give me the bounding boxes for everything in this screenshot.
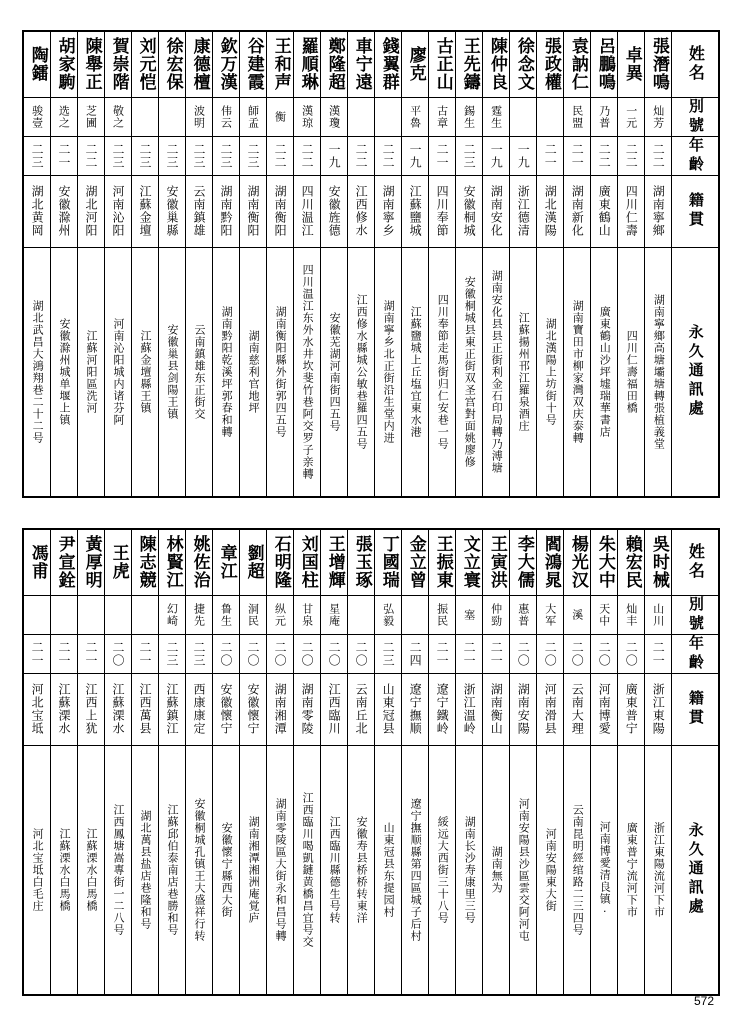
cell-native: 安徽懷宁 xyxy=(212,673,239,745)
cell-age: 二一 xyxy=(563,136,590,175)
cell-address: 遼宁撫顺縣第四區城子后村 xyxy=(401,745,428,995)
cell-alias xyxy=(77,595,104,634)
cell-native: 安徽懷宁 xyxy=(239,673,266,745)
table-gap xyxy=(22,498,720,512)
cell-name: 馮甫 xyxy=(23,529,50,595)
cell-native: 湖南安化 xyxy=(482,175,509,247)
cell-native: 湖南衡阳 xyxy=(266,175,293,247)
cell-name: 張潛鳴 xyxy=(644,31,671,97)
cell-name: 刘元恺 xyxy=(131,31,158,97)
page-number: 572 xyxy=(693,994,714,1008)
roster-table-upper xyxy=(22,30,720,498)
cell-address: 山東冠县东提园村 xyxy=(374,745,401,995)
cell-native: 浙江德清 xyxy=(509,175,536,247)
cell-native: 湖北黄岡 xyxy=(23,175,50,247)
header-name: 姓名 xyxy=(672,529,720,595)
cell-address: 安徽桐城孔镇王大盛祥行转 xyxy=(185,745,212,995)
cell-address: 江蘇河阳區洗河 xyxy=(77,247,104,497)
cell-name: 王和声 xyxy=(266,31,293,97)
cell-native: 江蘇鹽城 xyxy=(401,175,428,247)
cell-name: 劉超 xyxy=(239,529,266,595)
cell-native: 安徽滁州 xyxy=(50,175,77,247)
cell-age: 二〇 xyxy=(320,634,347,673)
cell-name: 李大儒 xyxy=(509,529,536,595)
cell-alias: 平魯 xyxy=(401,97,428,136)
cell-address: 安徽滁州城单堰上镇 xyxy=(50,247,77,497)
cell-name: 古正山 xyxy=(428,31,455,97)
cell-alias: 衡 xyxy=(266,97,293,136)
cell-alias: 乃普 xyxy=(590,97,617,136)
cell-address: 云南昆明經绾路二三四号 xyxy=(563,745,590,995)
cell-name: 陳志競 xyxy=(131,529,158,595)
header-name: 姓名 xyxy=(672,31,720,97)
cell-name: 尹宣銓 xyxy=(50,529,77,595)
cell-address: 江蘇溧水白馬橋 xyxy=(77,745,104,995)
cell-name: 徐宏保 xyxy=(158,31,185,97)
cell-native: 遼宁撫顺 xyxy=(401,673,428,745)
cell-age: 二〇 xyxy=(617,634,644,673)
cell-name: 陳舉正 xyxy=(77,31,104,97)
cell-native: 江蘇溧水 xyxy=(50,673,77,745)
cell-age: 二一 xyxy=(50,634,77,673)
cell-name: 呂鵬鳴 xyxy=(590,31,617,97)
cell-name: 王增輝 xyxy=(320,529,347,595)
cell-address: 河南沁阳城内诸芬阿 xyxy=(104,247,131,497)
cell-name: 張玉琢 xyxy=(347,529,374,595)
cell-age: 二〇 xyxy=(563,634,590,673)
cell-native: 安徽桐城 xyxy=(455,175,482,247)
cell-native: 云南丘北 xyxy=(347,673,374,745)
cell-age: 二〇 xyxy=(293,634,320,673)
cell-native: 河南滑县 xyxy=(536,673,563,745)
cell-address: 安徽懷宁縣西大街 xyxy=(212,745,239,995)
cell-age: 二三 xyxy=(23,136,50,175)
cell-native: 湖南安陽 xyxy=(509,673,536,745)
cell-native: 江西上犹 xyxy=(77,673,104,745)
cell-alias xyxy=(23,595,50,634)
row-name xyxy=(23,31,719,97)
cell-name: 袁訥仁 xyxy=(563,31,590,97)
row-native-place xyxy=(23,673,719,745)
cell-name: 文立寰 xyxy=(455,529,482,595)
cell-alias xyxy=(536,97,563,136)
cell-age: 二二 xyxy=(644,136,671,175)
cell-alias: 溪 xyxy=(563,595,590,634)
cell-name: 卓異 xyxy=(617,31,644,97)
header-age: 年齡 xyxy=(672,634,720,673)
row-alias xyxy=(23,97,719,136)
cell-address: 河南安陽县沙區雲交阿河屯 xyxy=(509,745,536,995)
cell-native: 江西修水 xyxy=(347,175,374,247)
cell-name: 金立曾 xyxy=(401,529,428,595)
cell-alias: 灿芳 xyxy=(644,97,671,136)
cell-name: 張政權 xyxy=(536,31,563,97)
cell-age: 一九 xyxy=(401,136,428,175)
cell-alias: 古章 xyxy=(428,97,455,136)
cell-name: 王虎 xyxy=(104,529,131,595)
cell-name: 羅順琳 xyxy=(293,31,320,97)
cell-native: 江西萬县 xyxy=(131,673,158,745)
cell-native: 山東冠县 xyxy=(374,673,401,745)
cell-alias: 选之 xyxy=(50,97,77,136)
cell-native: 湖南衡阳 xyxy=(239,175,266,247)
cell-age: 二一 xyxy=(644,634,671,673)
cell-address: 四川奉節走馬街归仁安巷一号 xyxy=(428,247,455,497)
cell-alias: 塞 xyxy=(455,595,482,634)
cell-name: 石明隆 xyxy=(266,529,293,595)
cell-alias: 弘毅 xyxy=(374,595,401,634)
cell-address: 江西臨川縣德生号转 xyxy=(320,745,347,995)
cell-name: 廖克 xyxy=(401,31,428,97)
header-address: 永久通訊處 xyxy=(672,745,720,995)
cell-alias xyxy=(158,97,185,136)
cell-alias: 仲勁 xyxy=(482,595,509,634)
cell-native: 湖南寧鄉 xyxy=(644,175,671,247)
cell-age: 一九 xyxy=(320,136,347,175)
header-address: 永久通訊處 xyxy=(672,247,720,497)
cell-age: 二二 xyxy=(347,136,374,175)
cell-alias xyxy=(374,97,401,136)
cell-alias: 波明 xyxy=(185,97,212,136)
cell-age: 二四 xyxy=(401,634,428,673)
cell-alias: 山川 xyxy=(644,595,671,634)
cell-alias: 漢琼 xyxy=(293,97,320,136)
cell-address: 綏远大西街三十八号 xyxy=(428,745,455,995)
cell-address: 湖南寧鄉高塘壩塘轉張植義堂 xyxy=(644,247,671,497)
cell-alias: 一元 xyxy=(617,97,644,136)
cell-age: 二一 xyxy=(428,634,455,673)
row-age xyxy=(23,136,719,175)
cell-alias xyxy=(50,595,77,634)
cell-age: 二三 xyxy=(455,136,482,175)
cell-address: 湖南寧乡北正街沿生堂内进 xyxy=(374,247,401,497)
cell-alias: 甘泉 xyxy=(293,595,320,634)
cell-age: 二一 xyxy=(536,136,563,175)
row-native-place xyxy=(23,175,719,247)
cell-native: 西康康定 xyxy=(185,673,212,745)
cell-age: 二〇 xyxy=(509,634,536,673)
cell-name: 胡家駒 xyxy=(50,31,77,97)
cell-alias: 漢瓊 xyxy=(320,97,347,136)
cell-address: 江蘇鹽城上丘塩宜東水港 xyxy=(401,247,428,497)
cell-alias: 錫生 xyxy=(455,97,482,136)
cell-alias: 纵元 xyxy=(266,595,293,634)
cell-address: 湖南衡阳縣外街郭四五号 xyxy=(266,247,293,497)
cell-age: 二一 xyxy=(428,136,455,175)
cell-name: 刘国柱 xyxy=(293,529,320,595)
cell-age: 二二 xyxy=(374,136,401,175)
cell-native: 湖南衡山 xyxy=(482,673,509,745)
cell-age: 二三 xyxy=(374,634,401,673)
cell-native: 河北宝坻 xyxy=(23,673,50,745)
cell-age: 二三 xyxy=(185,634,212,673)
cell-age: 二一 xyxy=(131,634,158,673)
cell-name: 錢翼群 xyxy=(374,31,401,97)
cell-alias xyxy=(509,97,536,136)
cell-address: 湖南無为 xyxy=(482,745,509,995)
cell-name: 康德檀 xyxy=(185,31,212,97)
cell-age: 二〇 xyxy=(212,634,239,673)
cell-alias: 敬之 xyxy=(104,97,131,136)
cell-native: 四川奉節 xyxy=(428,175,455,247)
cell-address: 湖南长沙寿康里三号 xyxy=(455,745,482,995)
cell-name: 王寅洪 xyxy=(482,529,509,595)
cell-native: 湖南黔阳 xyxy=(212,175,239,247)
cell-address: 湖南黔阳乾溪坪郭春和轉 xyxy=(212,247,239,497)
cell-native: 江蘇溧水 xyxy=(104,673,131,745)
cell-address: 云南鎮雄东正街交 xyxy=(185,247,212,497)
cell-alias: 伟云 xyxy=(212,97,239,136)
cell-alias: 大军 xyxy=(536,595,563,634)
cell-alias: 師孟 xyxy=(239,97,266,136)
cell-address: 安徽桐城县東正街双圣宫對面姚廖修 xyxy=(455,247,482,497)
cell-age: 一九 xyxy=(509,136,536,175)
cell-address: 江西修水縣城公敏巷羅四五号 xyxy=(347,247,374,497)
cell-address: 河南安陽東大街 xyxy=(536,745,563,995)
cell-address: 浙江東陽流河下市 xyxy=(644,745,671,995)
cell-alias: 星庵 xyxy=(320,595,347,634)
cell-age: 二〇 xyxy=(239,634,266,673)
cell-address: 江蘇揚州邗江羅泉酒庄 xyxy=(509,247,536,497)
cell-alias xyxy=(131,595,158,634)
cell-native: 湖北漢陽 xyxy=(536,175,563,247)
row-age xyxy=(23,634,719,673)
cell-age: 一九 xyxy=(482,136,509,175)
cell-alias: 骏壹 xyxy=(23,97,50,136)
cell-native: 江西臨川 xyxy=(320,673,347,745)
cell-address: 湖南寶田市柳家灣双庆泰轉 xyxy=(563,247,590,497)
cell-age: 二二 xyxy=(293,136,320,175)
cell-name: 欽万漢 xyxy=(212,31,239,97)
cell-address: 江蘇金壇縣王镇 xyxy=(131,247,158,497)
cell-alias: 灿丰 xyxy=(617,595,644,634)
cell-address: 湖北萬县盐店巷隆和号 xyxy=(131,745,158,995)
cell-alias: 洞民 xyxy=(239,595,266,634)
cell-native: 湖南新化 xyxy=(563,175,590,247)
cell-alias xyxy=(104,595,131,634)
roster-table-lower xyxy=(22,528,720,996)
cell-age: 二三 xyxy=(185,136,212,175)
cell-name: 朱大中 xyxy=(590,529,617,595)
cell-address: 廣東普宁流河下市 xyxy=(617,745,644,995)
cell-age: 二〇 xyxy=(536,634,563,673)
cell-age: 二三 xyxy=(158,634,185,673)
cell-age: 二〇 xyxy=(590,634,617,673)
cell-address: 湖北漢陽上坊街十号 xyxy=(536,247,563,497)
cell-alias: 芝圃 xyxy=(77,97,104,136)
cell-alias xyxy=(347,595,374,634)
cell-native: 安徽旌德 xyxy=(320,175,347,247)
cell-alias xyxy=(131,97,158,136)
cell-age: 二三 xyxy=(131,136,158,175)
header-age: 年齡 xyxy=(672,136,720,175)
row-address xyxy=(23,247,719,497)
cell-age: 二一 xyxy=(50,136,77,175)
cell-native: 廣東鶴山 xyxy=(590,175,617,247)
cell-alias: 捷先 xyxy=(185,595,212,634)
cell-name: 鄭隆超 xyxy=(320,31,347,97)
cell-native: 云南鎮雄 xyxy=(185,175,212,247)
cell-native: 四川温江 xyxy=(293,175,320,247)
cell-address: 四川仁壽福田橋 xyxy=(617,247,644,497)
cell-name: 吳时械 xyxy=(644,529,671,595)
cell-alias: 民盟 xyxy=(563,97,590,136)
cell-age: 二二 xyxy=(266,136,293,175)
cell-alias: 幻崎 xyxy=(158,595,185,634)
cell-address: 江西臨川喝凱鏈黄橋昌宜号交 xyxy=(293,745,320,995)
cell-age: 二一 xyxy=(455,634,482,673)
cell-address: 廣東鶴山沙坪墟瑞華書店 xyxy=(590,247,617,497)
cell-alias: 振民 xyxy=(428,595,455,634)
cell-address: 江蘇邱伯泰南店巷勝和号 xyxy=(158,745,185,995)
cell-age: 二二 xyxy=(77,136,104,175)
cell-age: 二〇 xyxy=(104,634,131,673)
cell-name: 陳仲良 xyxy=(482,31,509,97)
cell-name: 車宁遠 xyxy=(347,31,374,97)
cell-alias: 惠普 xyxy=(509,595,536,634)
cell-name: 黃厚明 xyxy=(77,529,104,595)
cell-address: 河北宝坻白毛庄 xyxy=(23,745,50,995)
cell-age: 二三 xyxy=(158,136,185,175)
cell-native: 湖南零陵 xyxy=(293,673,320,745)
cell-age: 二三 xyxy=(212,136,239,175)
cell-name: 姚佐治 xyxy=(185,529,212,595)
cell-address: 湖南安化县县正街利金石印局轉乃溥塘 xyxy=(482,247,509,497)
cell-name: 陶鐳 xyxy=(23,31,50,97)
header-native-place: 籍貫 xyxy=(672,673,720,745)
cell-alias xyxy=(347,97,374,136)
cell-alias: 霆生 xyxy=(482,97,509,136)
cell-name: 閻鴻晁 xyxy=(536,529,563,595)
cell-name: 徐念文 xyxy=(509,31,536,97)
cell-age: 二二 xyxy=(590,136,617,175)
cell-address: 湖南湘潭湘洲庵覚庐 xyxy=(239,745,266,995)
cell-native: 云南大理 xyxy=(563,673,590,745)
cell-age: 二一 xyxy=(482,634,509,673)
row-alias xyxy=(23,595,719,634)
cell-address: 湖北武昌大鴻翔巷二十二号 xyxy=(23,247,50,497)
header-alias: 別號 xyxy=(672,97,720,136)
cell-name: 王振東 xyxy=(428,529,455,595)
cell-address: 湖南慈利官地坪 xyxy=(239,247,266,497)
header-native-place: 籍貫 xyxy=(672,175,720,247)
row-name xyxy=(23,529,719,595)
cell-age: 二三 xyxy=(239,136,266,175)
cell-name: 王先鑄 xyxy=(455,31,482,97)
cell-alias: 鲁生 xyxy=(212,595,239,634)
cell-name: 楊光汉 xyxy=(563,529,590,595)
cell-native: 安徽巢縣 xyxy=(158,175,185,247)
cell-name: 賀崇階 xyxy=(104,31,131,97)
cell-native: 浙江東陽 xyxy=(644,673,671,745)
cell-name: 林賢江 xyxy=(158,529,185,595)
cell-name: 谷建霞 xyxy=(239,31,266,97)
cell-native: 河南博愛 xyxy=(590,673,617,745)
cell-address: 江西鳳塘嵩專街一二八号 xyxy=(104,745,131,995)
cell-native: 湖南湘潭 xyxy=(266,673,293,745)
cell-address: 安徽巢县剑陽王镇 xyxy=(158,247,185,497)
cell-age: 二〇 xyxy=(347,634,374,673)
cell-age: 二三 xyxy=(104,136,131,175)
cell-address: 四川温江东外水井坎斐竹巷阿交罗子亲轉 xyxy=(293,247,320,497)
cell-native: 四川仁壽 xyxy=(617,175,644,247)
cell-age: 二〇 xyxy=(266,634,293,673)
cell-native: 湖北河阳 xyxy=(77,175,104,247)
cell-address: 江蘇溧水白馬橋 xyxy=(50,745,77,995)
cell-age: 二一 xyxy=(77,634,104,673)
cell-age: 二一 xyxy=(23,634,50,673)
cell-address: 安徽芜湖河南街四五号 xyxy=(320,247,347,497)
cell-native: 廣東普宁 xyxy=(617,673,644,745)
header-alias: 別號 xyxy=(672,595,720,634)
cell-native: 浙江溫岭 xyxy=(455,673,482,745)
cell-native: 江蘇鎮江 xyxy=(158,673,185,745)
cell-native: 河南沁阳 xyxy=(104,175,131,247)
cell-name: 章江 xyxy=(212,529,239,595)
cell-name: 賴宏民 xyxy=(617,529,644,595)
row-address xyxy=(23,745,719,995)
cell-native: 遼宁鐵岭 xyxy=(428,673,455,745)
cell-name: 丁國瑞 xyxy=(374,529,401,595)
cell-alias xyxy=(401,595,428,634)
cell-alias: 天中 xyxy=(590,595,617,634)
cell-native: 江蘇金壇 xyxy=(131,175,158,247)
cell-age: 二二 xyxy=(617,136,644,175)
cell-address: 湖南零陵區大街永和昌号轉 xyxy=(266,745,293,995)
cell-native: 湖南寧乡 xyxy=(374,175,401,247)
cell-address: 安徽寿县桥桥转東洋 xyxy=(347,745,374,995)
cell-address: 河南博愛清良镇· xyxy=(590,745,617,995)
